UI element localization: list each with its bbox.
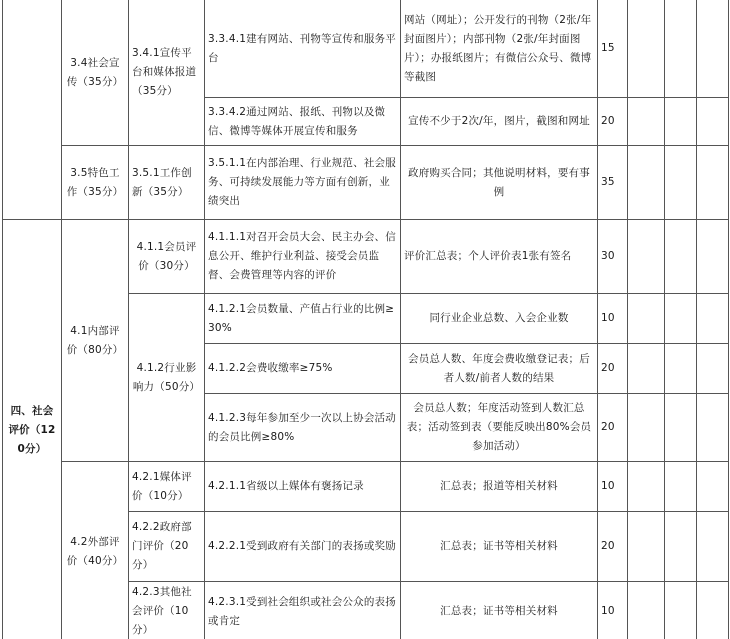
evidence-cell: 政府购买合同；其他说明材料，要有事例 bbox=[401, 146, 598, 220]
blank-cell bbox=[665, 0, 697, 98]
blank-cell bbox=[628, 462, 665, 512]
blank-cell bbox=[697, 220, 729, 294]
table-row bbox=[3, 462, 729, 512]
blank-cell bbox=[628, 220, 665, 294]
score-cell: 10 bbox=[598, 294, 628, 344]
level2-cell: 4.1内部评价（80分） bbox=[62, 220, 129, 462]
level1-cell bbox=[3, 0, 62, 220]
level3-cell: 4.2.2政府部门评价（20分） bbox=[129, 512, 205, 582]
blank-cell bbox=[665, 220, 697, 294]
blank-cell bbox=[628, 294, 665, 344]
score-cell: 20 bbox=[598, 512, 628, 582]
content-cell: 4.1.2.2会费收缴率≥75% bbox=[205, 344, 401, 394]
level2-cell: 3.5特色工作（35分） bbox=[62, 146, 129, 220]
table-row bbox=[3, 220, 729, 294]
evidence-cell: 同行业企业总数、入会企业数 bbox=[401, 294, 598, 344]
level3-cell: 4.1.2行业影响力（50分） bbox=[129, 294, 205, 462]
content-cell: 4.2.1.1省级以上媒体有褒扬记录 bbox=[205, 462, 401, 512]
content-cell: 4.2.3.1受到社会组织或社会公众的表扬或肯定 bbox=[205, 582, 401, 639]
content-cell: 4.2.2.1受到政府有关部门的表扬或奖励 bbox=[205, 512, 401, 582]
blank-cell bbox=[697, 0, 729, 98]
score-cell: 10 bbox=[598, 582, 628, 639]
table-row bbox=[3, 146, 729, 220]
blank-cell bbox=[697, 394, 729, 462]
blank-cell bbox=[697, 512, 729, 582]
evidence-cell: 宣传不少于2次/年，图片，截图和网址 bbox=[401, 98, 598, 146]
blank-cell bbox=[697, 462, 729, 512]
score-cell: 10 bbox=[598, 462, 628, 512]
content-cell: 3.3.4.1建有网站、刊物等宣传和服务平台 bbox=[205, 0, 401, 98]
blank-cell bbox=[665, 344, 697, 394]
table-row bbox=[3, 0, 729, 98]
content-cell: 3.3.4.2通过网站、报纸、刊物以及微信、微博等媒体开展宣传和服务 bbox=[205, 98, 401, 146]
evidence-cell: 网站（网址）；公开发行的刊物（2张/年封面图片）；内部刊物（2张/年封面图片）；办报纸图片；有微信公众号、微博等截图 bbox=[401, 0, 598, 98]
blank-cell bbox=[697, 294, 729, 344]
blank-cell bbox=[628, 98, 665, 146]
evaluation-table bbox=[2, 0, 729, 639]
level2-cell: 4.2外部评价（40分） bbox=[62, 462, 129, 639]
blank-cell bbox=[697, 98, 729, 146]
content-cell: 4.1.1.1对召开会员大会、民主办会、信息公开、维护行业利益、接受会员监督、会费管理等内容的评价 bbox=[205, 220, 401, 294]
blank-cell bbox=[665, 146, 697, 220]
blank-cell bbox=[665, 582, 697, 639]
level3-cell: 3.4.1宣传平台和媒体报道（35分） bbox=[129, 0, 205, 146]
level3-cell: 3.5.1工作创新（35分） bbox=[129, 146, 205, 220]
level3-cell: 4.2.1媒体评价（10分） bbox=[129, 462, 205, 512]
blank-cell bbox=[665, 294, 697, 344]
blank-cell bbox=[665, 98, 697, 146]
evidence-cell: 会员总人数、年度会费收缴登记表；后者人数/前者人数的结果 bbox=[401, 344, 598, 394]
score-cell: 35 bbox=[598, 146, 628, 220]
evidence-cell: 汇总表；报道等相关材料 bbox=[401, 462, 598, 512]
level3-cell: 4.2.3其他社会评价（10分） bbox=[129, 582, 205, 639]
blank-cell bbox=[665, 394, 697, 462]
blank-cell bbox=[665, 462, 697, 512]
level1-cell: 四、社会评价（120分） bbox=[3, 220, 62, 639]
score-cell: 30 bbox=[598, 220, 628, 294]
evidence-cell: 评价汇总表；个人评价表1张有签名 bbox=[401, 220, 598, 294]
score-cell: 15 bbox=[598, 0, 628, 98]
evidence-cell: 会员总人数；年度活动签到人数汇总表；活动签到表（要能反映出80%会员参加活动） bbox=[401, 394, 598, 462]
blank-cell bbox=[628, 344, 665, 394]
blank-cell bbox=[697, 146, 729, 220]
content-cell: 4.1.2.1会员数量、产值占行业的比例≥30% bbox=[205, 294, 401, 344]
level2-cell: 3.4社会宣传（35分） bbox=[62, 0, 129, 146]
blank-cell bbox=[665, 512, 697, 582]
evidence-cell: 汇总表；证书等相关材料 bbox=[401, 582, 598, 639]
evidence-cell: 汇总表；证书等相关材料 bbox=[401, 512, 598, 582]
score-cell: 20 bbox=[598, 394, 628, 462]
score-cell: 20 bbox=[598, 344, 628, 394]
score-cell: 20 bbox=[598, 98, 628, 146]
blank-cell bbox=[628, 0, 665, 98]
blank-cell bbox=[628, 146, 665, 220]
blank-cell bbox=[628, 394, 665, 462]
content-cell: 3.5.1.1在内部治理、行业规范、社会服务、可持续发展能力等方面有创新，业绩突出 bbox=[205, 146, 401, 220]
blank-cell bbox=[628, 582, 665, 639]
blank-cell bbox=[697, 582, 729, 639]
content-cell: 4.1.2.3每年参加至少一次以上协会活动的会员比例≥80% bbox=[205, 394, 401, 462]
blank-cell bbox=[697, 344, 729, 394]
blank-cell bbox=[628, 512, 665, 582]
level3-cell: 4.1.1会员评价（30分） bbox=[129, 220, 205, 294]
